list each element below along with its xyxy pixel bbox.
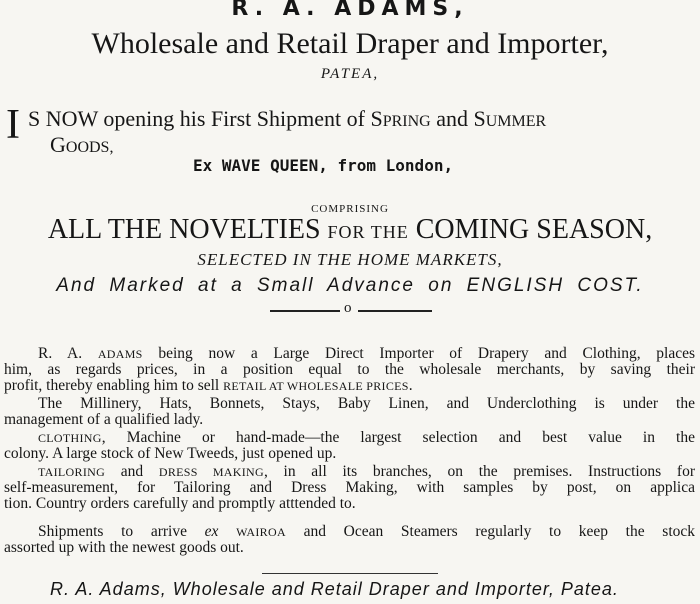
marked-line: And Marked at a Small Advance on ENGLISH COST. <box>56 275 644 296</box>
text-run: , in all its branches, on the premises. Instructions for <box>263 463 695 480</box>
novelties-heading <box>0 214 700 246</box>
goods-rest: OODS, <box>65 139 114 156</box>
paragraph-line <box>4 378 413 394</box>
text-run-smallcaps: TAILORING <box>38 465 106 479</box>
paragraph-line <box>38 346 695 362</box>
drop-cap: I <box>6 102 20 148</box>
divider-rule-left <box>270 310 340 312</box>
paragraph-line <box>38 430 695 446</box>
ship-line: Ex WAVE QUEEN, from London, <box>193 156 454 175</box>
paragraph-line <box>38 524 695 540</box>
town-name: PATEA, <box>320 66 380 82</box>
ornament-divider <box>270 302 432 318</box>
text-run: R. A. <box>38 345 98 362</box>
text-run-smallcaps: WAIROA <box>236 525 286 539</box>
paragraph-line: colony. A large stock of New Tweeds, just opened up. <box>4 445 337 462</box>
footer-signature: R. A. Adams, Wholesale and Retail Draper and Importer, Patea. <box>50 579 619 599</box>
spring-rest: PRING <box>382 113 431 130</box>
text-run-smallcaps: DRESS MAKING <box>158 465 264 479</box>
novelties-part-1: ALL THE NOVELTIES <box>47 214 328 245</box>
text-run: profit, thereby enabling him to sell <box>4 377 224 394</box>
summer-rest: UMMER <box>485 113 547 130</box>
paragraph-line: self-measurement, for Tailoring and Dress Making, with samples by post, on applica <box>4 479 695 496</box>
text-run: and <box>105 463 159 480</box>
announcement-line-1 <box>28 106 546 132</box>
paragraph-line: The Millinery, Hats, Bonnets, Stays, Baby Linen, and Underclothing is under the <box>38 395 695 412</box>
paragraph-line: tion. Country orders carefully and promptly atttended to. <box>4 495 356 512</box>
spring-cap: S <box>370 106 383 131</box>
paragraph-line: management of a qualified lady. <box>4 411 204 428</box>
announcement-line-2 <box>50 132 113 158</box>
novelties-part-2: FOR THE <box>327 222 409 242</box>
text-run: Shipments to arrive <box>38 523 205 540</box>
and-text: and <box>430 106 474 131</box>
text-run-italic: ex <box>204 523 219 540</box>
comprising-label: COMPRISING <box>311 203 389 215</box>
paragraph-line <box>38 464 695 480</box>
text-run-smallcaps: ADAMS <box>97 347 143 361</box>
now-text: S NOW <box>28 106 98 131</box>
text-run: and Ocean Steamers regularly to keep the stock <box>285 523 696 540</box>
opening-text: opening his First Shipment of <box>97 106 371 131</box>
text-run: , Machine or hand-made—the largest selection and best value in the <box>101 429 695 446</box>
goods-cap: G <box>50 132 66 157</box>
novelties-part-3: COMING SEASON, <box>408 214 653 245</box>
text-run <box>218 523 236 540</box>
summer-cap: S <box>473 106 486 131</box>
trade-heading: Wholesale and Retail Draper and Importer, <box>91 27 609 60</box>
merchant-name: R. A. ADAMS, <box>231 0 469 21</box>
text-run: being now a Large Direct Importer of Drapery and Clothing, places <box>142 345 695 362</box>
text-run: . <box>408 377 413 394</box>
footer-rule <box>262 573 438 574</box>
paragraph-line: him, as regards prices, in a position equal to the wholesale merchants, by saving their <box>4 361 695 378</box>
paragraph-line: assorted up with the newest goods out. <box>4 539 244 556</box>
selected-line: SELECTED IN THE HOME MARKETS, <box>197 250 503 269</box>
divider-rule-right <box>358 310 432 312</box>
divider-symbol: o <box>344 300 352 316</box>
text-run-smallcaps: CLOTHING <box>38 431 102 445</box>
text-run-smallcaps: RETAIL AT WHOLESALE PRICES <box>223 379 409 393</box>
